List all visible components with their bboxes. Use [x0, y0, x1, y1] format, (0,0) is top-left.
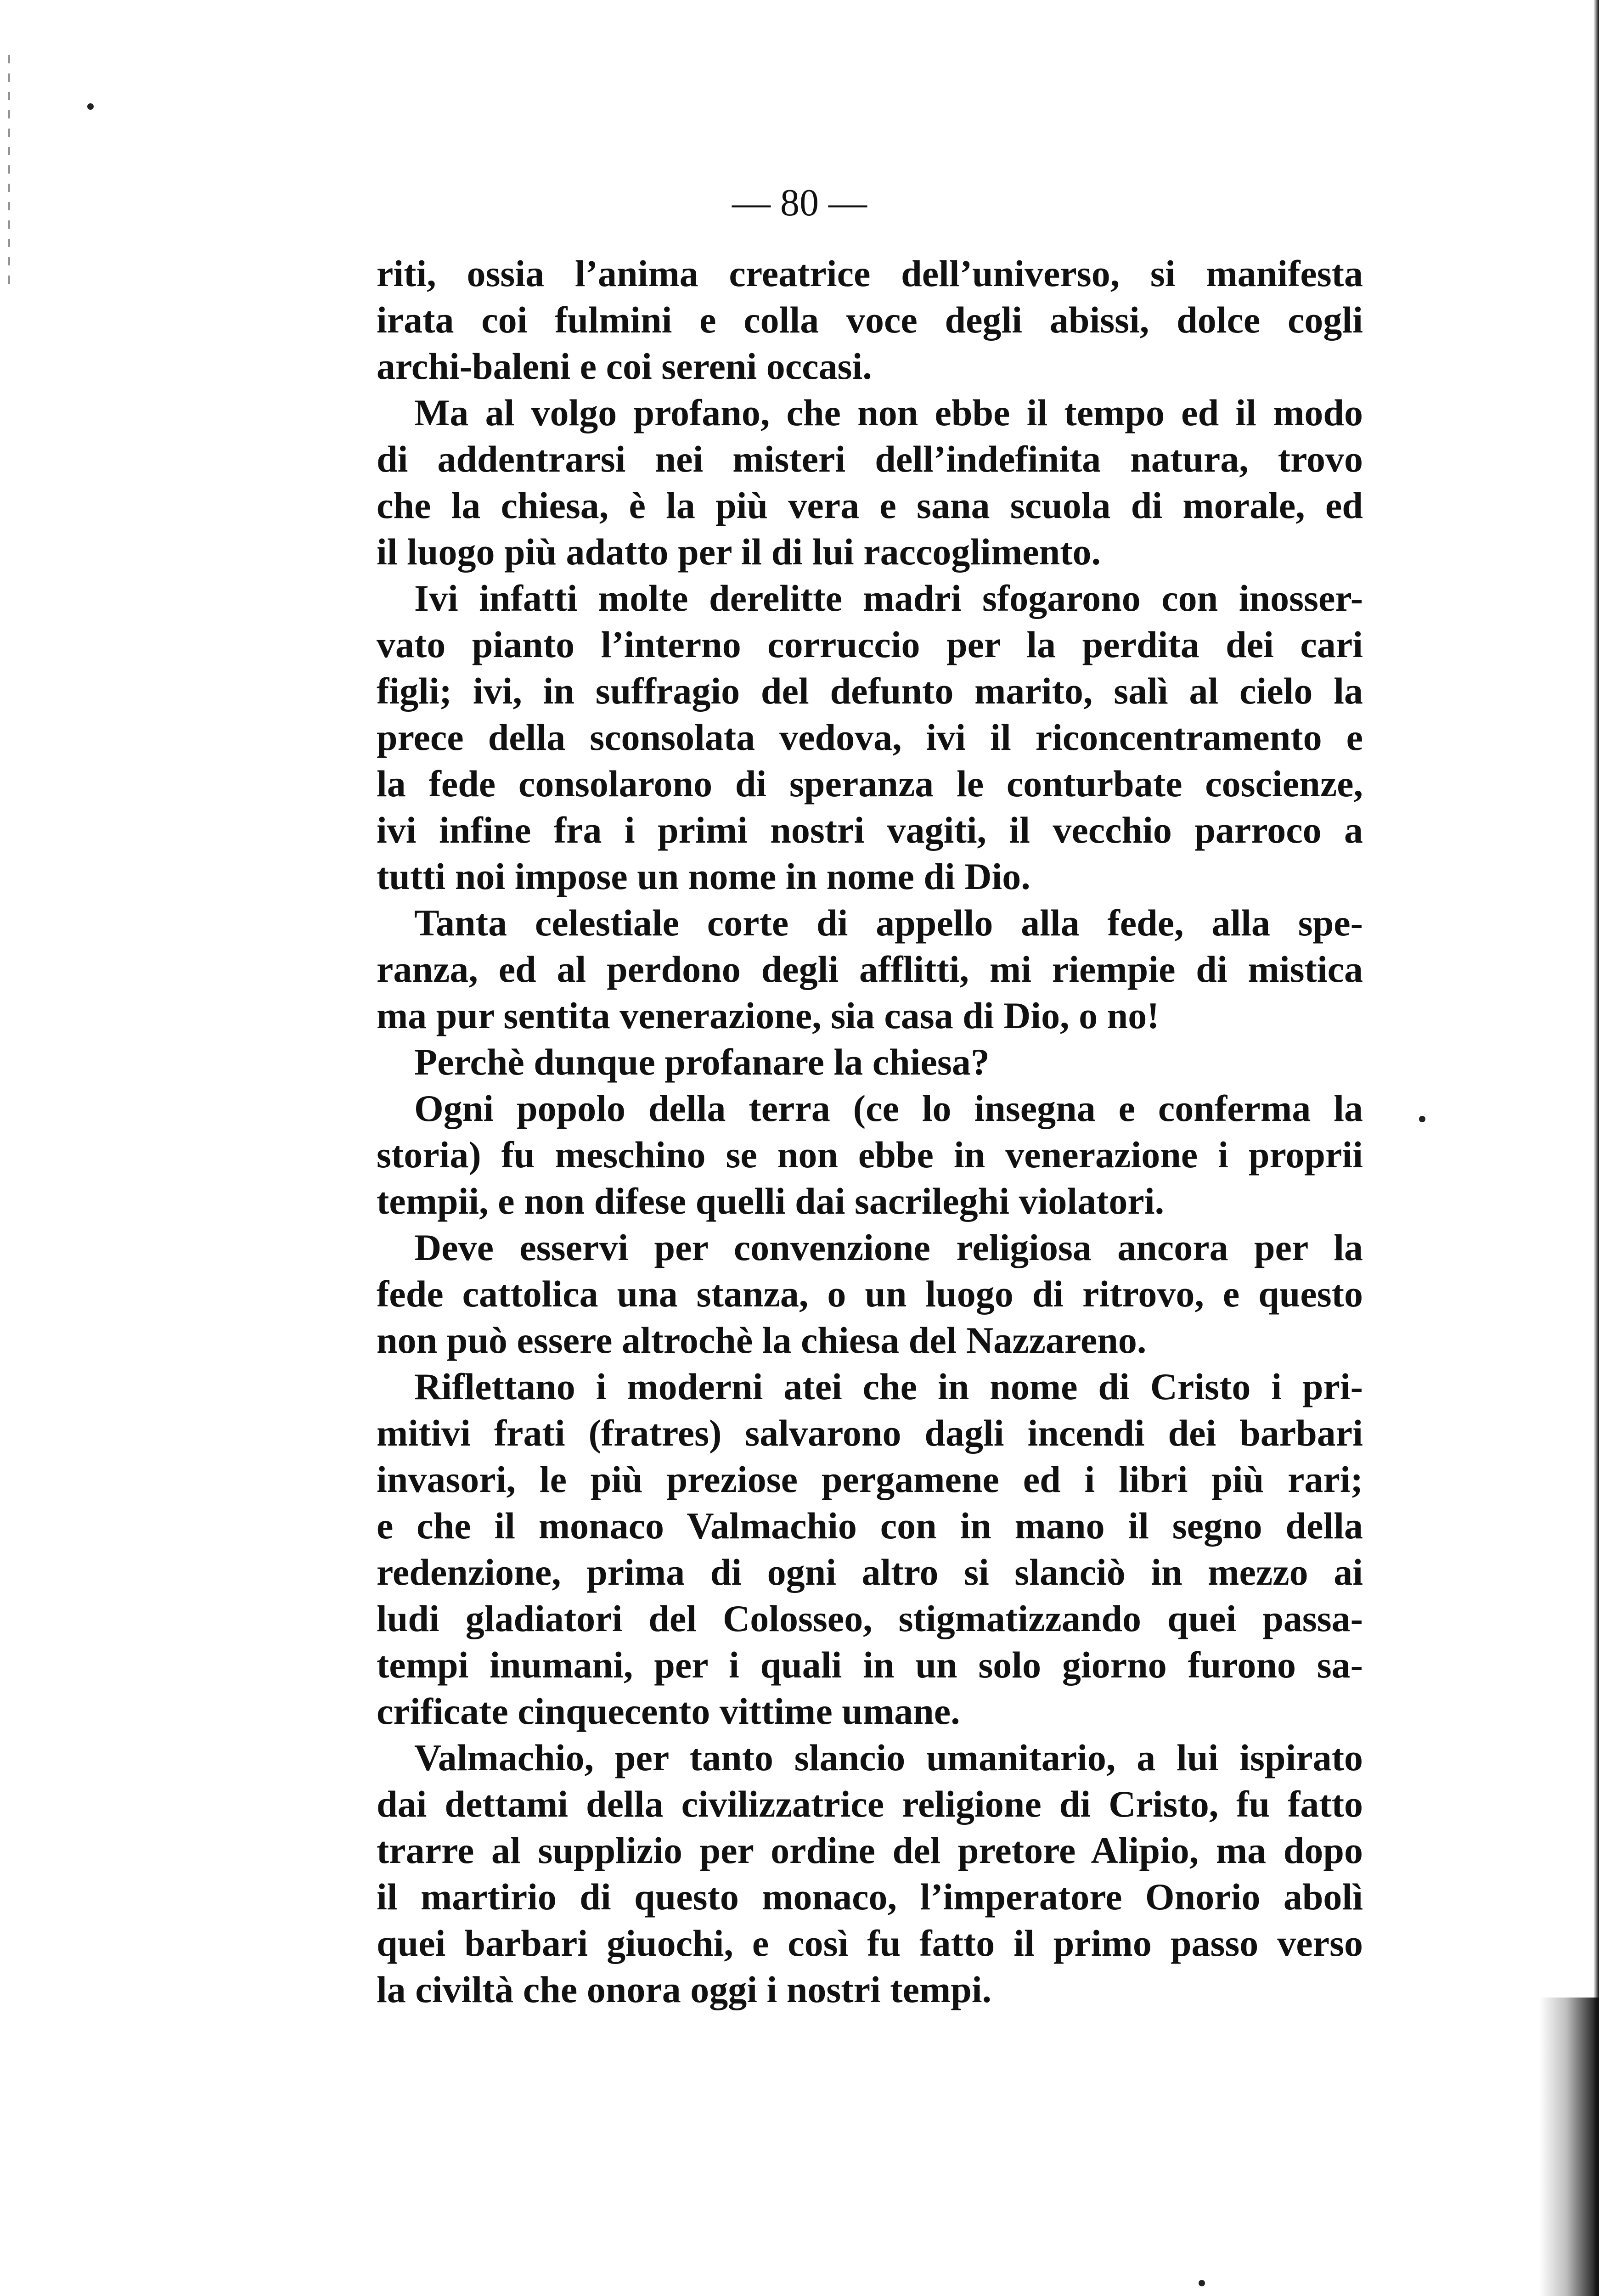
- text-line: Deve esservi per convenzione religiosa ancora per la: [414, 1227, 1363, 1268]
- scan-edge-left: [8, 55, 10, 294]
- text-line: ivi infine fra i primi nostri vagiti, il vecchio parroco a: [377, 809, 1363, 851]
- text-line: il martirio di questo monaco, l’imperatore Onorio abolì: [377, 1876, 1363, 1918]
- text-line: crificate cinquecento vittime umane.: [377, 1690, 960, 1732]
- text-line: archi-baleni e coi sereni occasi.: [377, 345, 872, 387]
- body-text: [377, 250, 1363, 2013]
- text-line: vato pianto l’interno corruccio per la perdita dei cari: [377, 624, 1363, 665]
- text-line: dai dettami della civilizzatrice religione di Cristo, fu fatto: [377, 1783, 1363, 1825]
- text-line: storia) fu meschino se non ebbe in venerazione i proprii: [377, 1134, 1363, 1176]
- text-line: ranza, ed al perdono degli afflitti, mi riempie di mistica: [377, 948, 1363, 990]
- text-line: ma pur sentita venerazione, sia casa di Dio, o no!: [377, 995, 1160, 1036]
- text-line: riti, ossia l’anima creatrice dell’universo, si manifesta: [377, 253, 1363, 294]
- text-line: che la chiesa, è la più vera e sana scuola di morale, ed: [377, 484, 1363, 526]
- text-line: Ogni popolo della terra (ce lo insegna e conferma la: [414, 1087, 1363, 1129]
- text-line: tempi inumani, per i quali in un solo giorno furono sa-: [377, 1644, 1363, 1686]
- scan-speck: [1419, 1116, 1425, 1122]
- text-line: fede cattolica una stanza, o un luogo di ritrovo, e questo: [377, 1273, 1363, 1315]
- text-line: irata coi fulmini e colla voce degli abissi, dolce cogli: [377, 299, 1363, 341]
- text-line: tempii, e non difese quelli dai sacrileghi violatori.: [377, 1180, 1165, 1222]
- text-line: non può essere altrochè la chiesa del Nazzareno.: [377, 1319, 1147, 1361]
- text-line: figli; ivi, in suffragio del defunto marito, salì al cielo la: [377, 670, 1363, 712]
- text-line: quei barbari giuochi, e così fu fatto il primo passo verso: [377, 1922, 1363, 1964]
- text-line: il luogo più adatto per il di lui raccoglimento.: [377, 531, 1101, 573]
- text-line: trarre al supplizio per ordine del pretore Alipio, ma dopo: [377, 1829, 1363, 1871]
- text-line: tutti noi impose un nome in nome di Dio.: [377, 855, 1030, 897]
- text-line: la civiltà che onora oggi i nostri tempi.: [377, 1969, 992, 2010]
- text-line: e che il monaco Valmachio con in mano il segno della: [377, 1505, 1363, 1547]
- text-line: la fede consolarono di speranza le conturbate coscienze,: [377, 763, 1363, 805]
- text-line: invasori, le più preziose pergamene ed i libri più rari;: [377, 1458, 1363, 1500]
- text-line: di addentrarsi nei misteri dell’indefinita natura, trovo: [377, 438, 1363, 480]
- text-line: Valmachio, per tanto slancio umanitario, a lui ispirato: [414, 1737, 1363, 1778]
- page-number: — 80 —: [732, 181, 867, 224]
- scan-speck: [1199, 2280, 1205, 2286]
- text-line: prece della sconsolata vedova, ivi il riconcentramento e: [377, 716, 1363, 758]
- text-line: redenzione, prima di ogni altro si slanciò in mezzo ai: [377, 1551, 1363, 1593]
- scan-speck: [87, 103, 94, 110]
- text-line: Riflettano i moderni atei che in nome di Cristo i pri-: [414, 1366, 1363, 1407]
- scan-edge-right: [1593, 0, 1599, 2296]
- text-line: Ivi infatti molte derelitte madri sfogarono con inosser-: [414, 577, 1363, 619]
- text-line: Perchè dunque profanare la chiesa?: [414, 1041, 990, 1083]
- scan-shadow-bottom-right: [1539, 1998, 1599, 2296]
- text-line: Ma al volgo profano, che non ebbe il tempo ed il modo: [414, 392, 1363, 433]
- text-line: mitivi frati (fratres) salvarono dagli incendi dei barbari: [377, 1412, 1363, 1454]
- text-line: Tanta celestiale corte di appello alla fede, alla spe-: [414, 902, 1363, 944]
- text-line: ludi gladiatori del Colosseo, stigmatizzando quei passa-: [377, 1598, 1363, 1639]
